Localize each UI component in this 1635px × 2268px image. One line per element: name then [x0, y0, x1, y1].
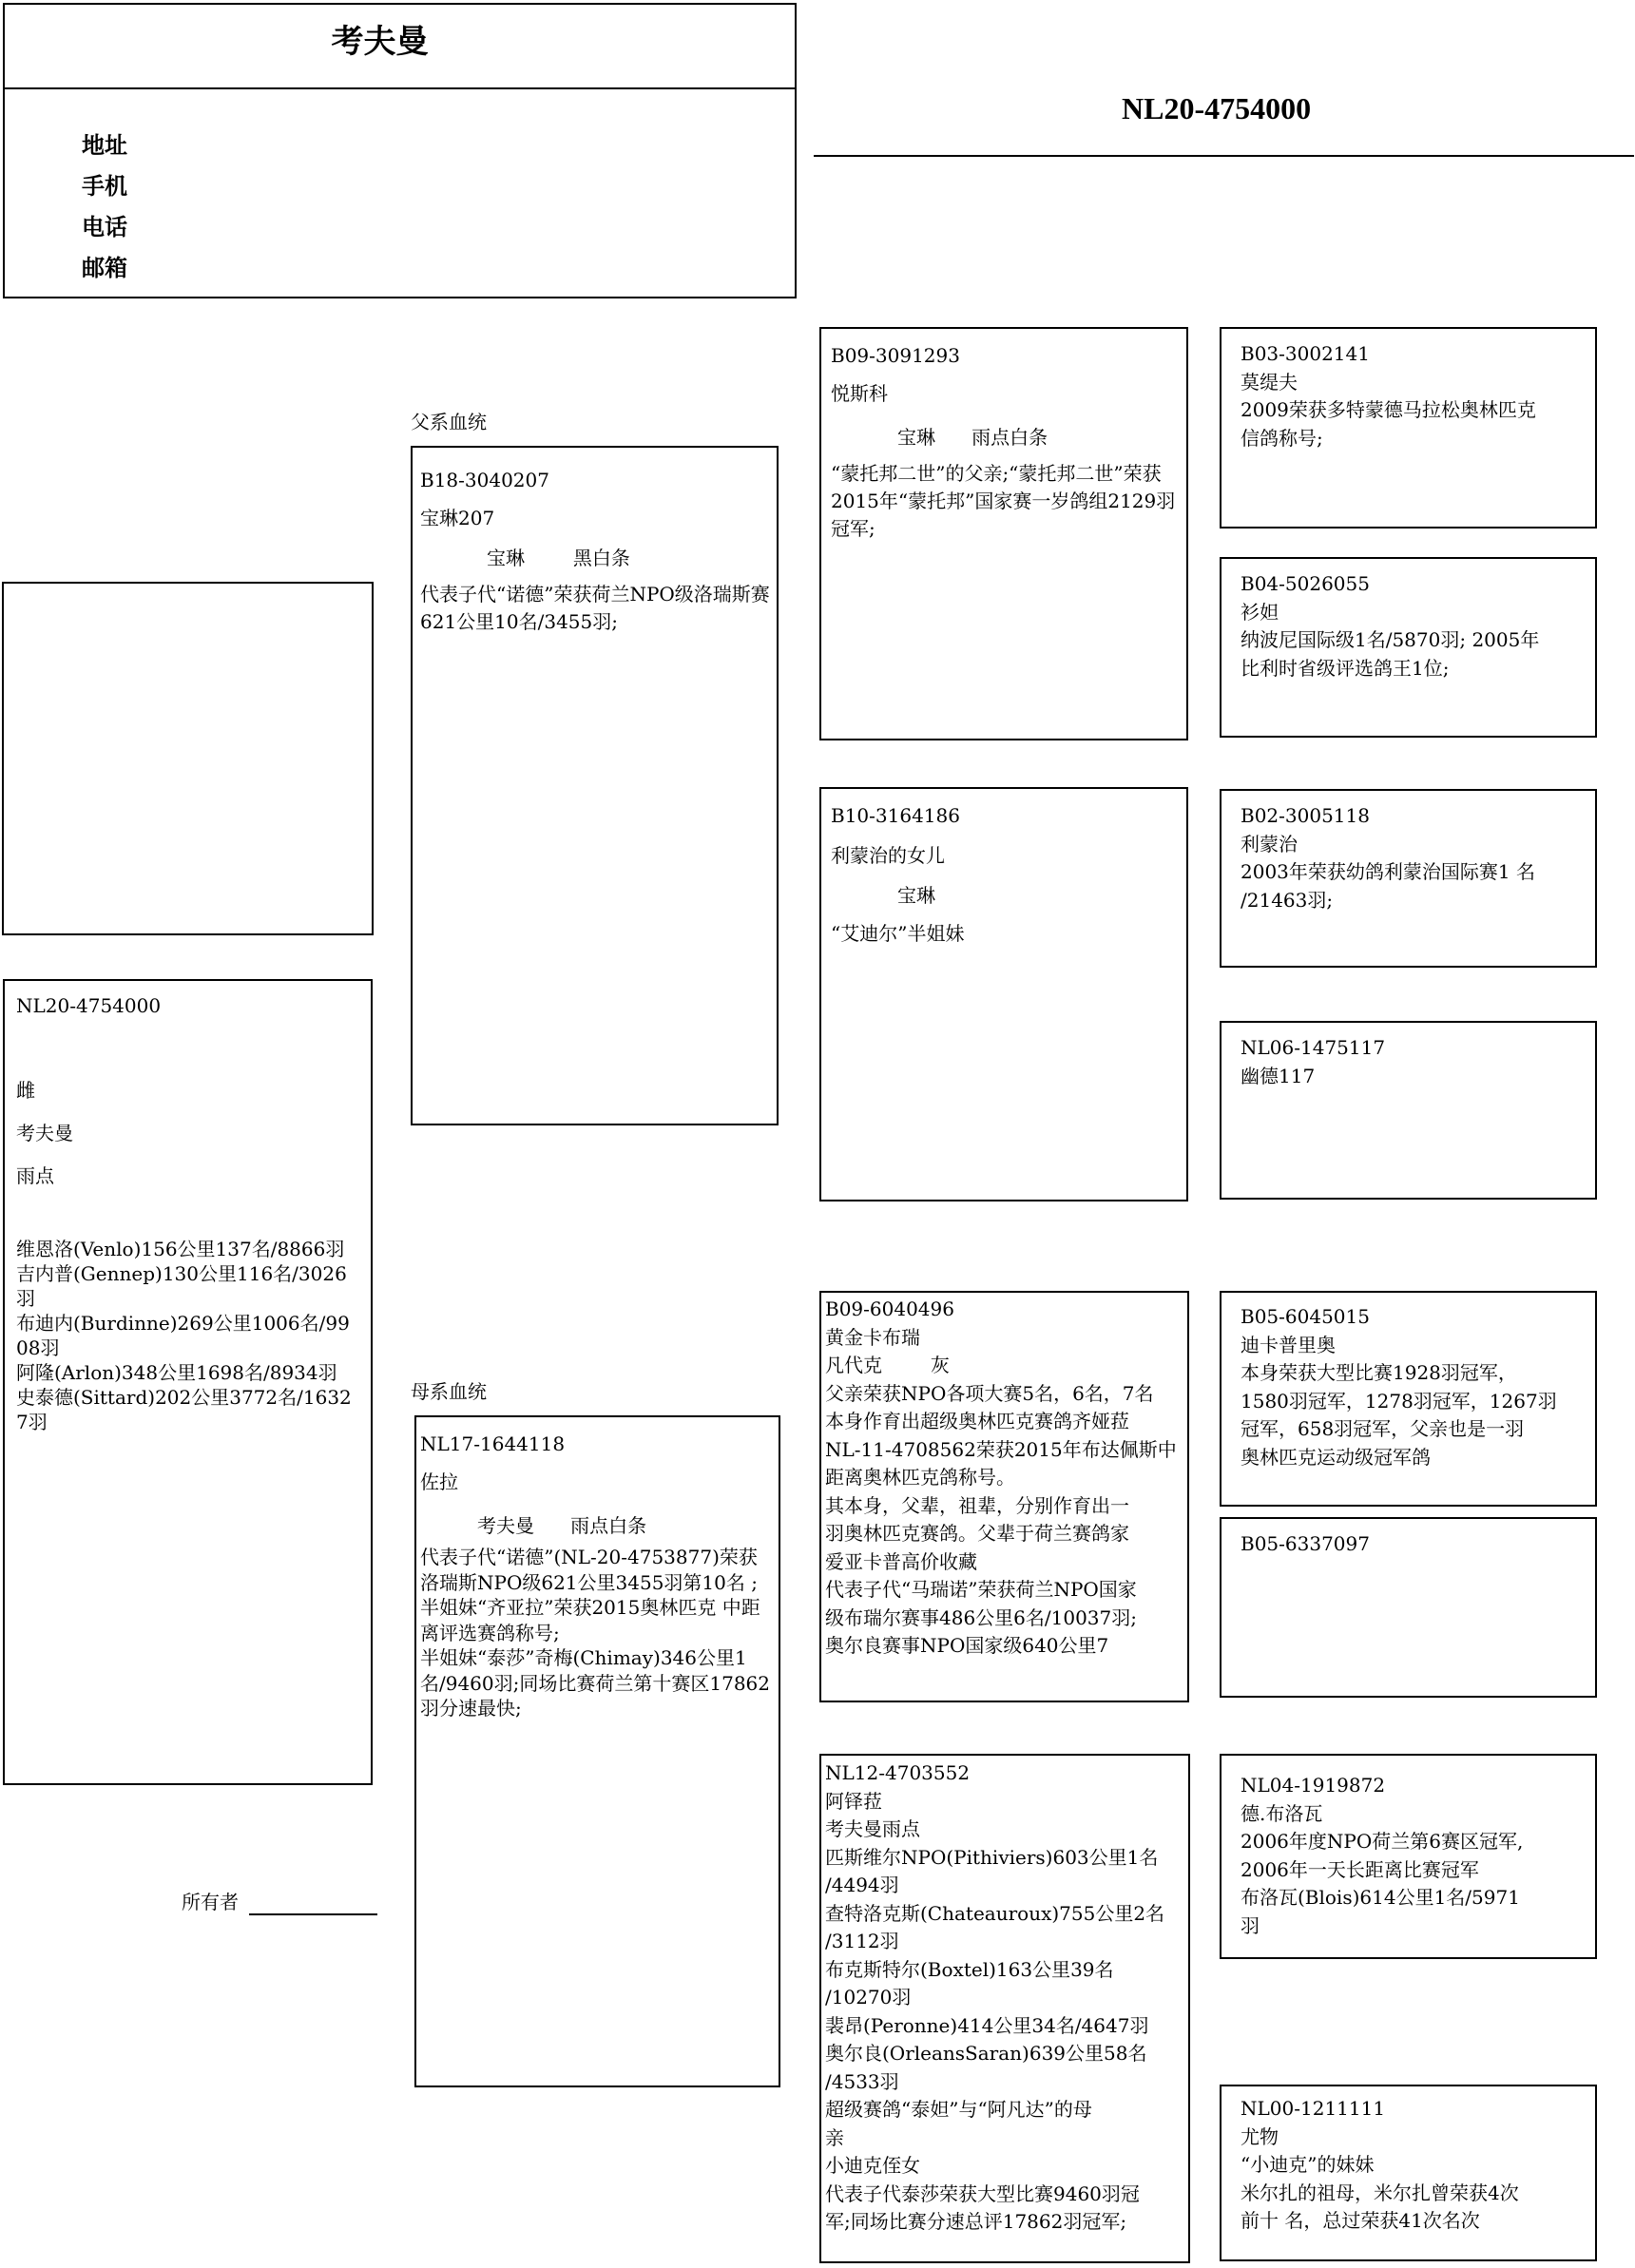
- ggp-note-line: 比利时省级评选鸽王1位;: [1241, 656, 1450, 680]
- sire-ring: B18-3040207: [420, 469, 549, 491]
- dam-dam-note-line: 代表子代泰莎荣获大型比赛9460羽冠: [825, 2182, 1140, 2205]
- owner-name: 考夫曼: [331, 23, 429, 61]
- ggp-note-line: “小迪克”的妹妹: [1241, 2153, 1375, 2176]
- sire-strain-color: 宝琳 黑白条: [487, 547, 630, 569]
- dam-sire-dam-card: [1220, 1517, 1597, 1698]
- dam-dam-note-line: 超级赛鸽“泰妲”与“阿凡达”的母: [825, 2098, 1092, 2121]
- ggp-ring: B02-3005118: [1241, 804, 1370, 827]
- dam-dam-note-line: 小迪克侄女: [825, 2154, 920, 2177]
- dam-dam-ring: NL12-4703552: [825, 1761, 971, 1784]
- subject-card: [3, 979, 373, 1785]
- dam-dam-note-line: /4533羽: [825, 2069, 899, 2093]
- dam-sire-strain-color: 凡代克 灰: [825, 1354, 950, 1376]
- ggp-note-line: 2003年荣获幼鸽利蒙治国际赛1 名: [1241, 860, 1535, 883]
- ggp-note-line: 2006年度NPO荷兰第6赛区冠军,: [1241, 1830, 1524, 1853]
- ggp-note-line: 纳波尼国际级1名/5870羽; 2005年: [1241, 628, 1540, 651]
- ggp-ring: NL04-1919872: [1241, 1774, 1386, 1797]
- ggp-note-line: 米尔扎的祖母，米尔扎曾荣获4次: [1241, 2181, 1519, 2204]
- dam-sire-note-line: 父亲荣获NPO各项大赛5名，6名，7名: [825, 1381, 1154, 1405]
- sire-dam-notes: “艾迪尔”半姐妹: [831, 922, 965, 945]
- dam-sire-sire-card: [1220, 1291, 1597, 1507]
- dam-dam-note-line: 军;同场比赛分速总评17862羽冠军;: [825, 2210, 1127, 2233]
- ggp-ring: NL00-1211111: [1241, 2097, 1386, 2120]
- dam-sire-note-line: 奥尔良赛事NPO国家级640公里7: [825, 1634, 1109, 1657]
- header-divider: [3, 87, 797, 89]
- dam-card: [414, 1415, 780, 2087]
- dam-sire-note-line: NL-11-4708562荣获2015年布达佩斯中: [825, 1437, 1177, 1461]
- dam-dam-note-line: 亲: [825, 2125, 844, 2149]
- dam-dam-dam-card: [1220, 2085, 1597, 2261]
- dam-dam-note-line: /3112羽: [825, 1930, 899, 1952]
- sire-dam-name: 利蒙治的女儿: [831, 844, 945, 867]
- ggp-ring: NL06-1475117: [1241, 1036, 1386, 1059]
- dam-sire-note-line: 爱亚卡普高价收藏: [825, 1549, 977, 1573]
- subject-sex: 雌: [16, 1079, 35, 1102]
- sire-notes: 代表子代“诺德”荣获荷兰NPO级洛瑞斯赛621公里10名/3455羽;: [420, 583, 770, 633]
- phone-label: 电话: [82, 213, 127, 240]
- ggp-note-line: 奥林匹克运动级冠军鸽: [1241, 1445, 1431, 1469]
- ggp-name: 利蒙治: [1241, 832, 1298, 855]
- ggp-note-line: 布洛瓦(Blois)614公里1名/5971: [1241, 1886, 1520, 1909]
- sire-sire-ring: B09-3091293: [831, 344, 960, 367]
- ggp-note-line: /21463羽;: [1241, 888, 1334, 912]
- sire-card: [411, 446, 779, 1125]
- dam-dam-strain-color: 考夫曼雨点: [825, 1817, 920, 1840]
- dam-dam-note-line: 布克斯特尔(Boxtel)163公里39名: [825, 1957, 1114, 1981]
- ggp-ring: B05-6045015: [1241, 1305, 1370, 1328]
- header-ring-number: NL20-4754000: [1122, 91, 1312, 125]
- ggp-name: 德.布洛瓦: [1241, 1801, 1323, 1825]
- sire-sire-notes: “蒙托邦二世”的父亲;“蒙托邦二世”荣获2015年“蒙托邦”国家赛一岁鸽组2129羽冠军;: [831, 462, 1176, 540]
- address-label: 地址: [82, 131, 127, 159]
- dam-sire-note-line: 本身作育出超级奥林匹克赛鸽齐娅菈: [825, 1410, 1129, 1432]
- ggp-note-line: 信鸽称号;: [1241, 426, 1323, 450]
- dam-dam-note-line: /4494羽: [825, 1874, 899, 1896]
- sire-section-label: 父系血统: [411, 411, 487, 433]
- ggp-ring: B04-5026055: [1241, 572, 1370, 595]
- ggp-note-line: 2006年一天长距离比赛冠军: [1241, 1857, 1479, 1881]
- ggp-ring: B05-6337097: [1241, 1532, 1370, 1555]
- sire-sire-dam-card: [1220, 557, 1597, 738]
- ggp-note-line: 本身荣获大型比赛1928羽冠军，: [1241, 1361, 1517, 1384]
- dam-section-label: 母系血统: [411, 1380, 487, 1403]
- subject-results: 维恩洛(Venlo)156公里137名/8866羽 吉内普(Gennep)130公里116名/3026羽 布迪内(Burdinne)269公里1006名/9908羽 阿隆(Arlon)348公里1698名/8934羽 史泰德(Sittard)202公里3772名/16327羽: [16, 1238, 352, 1433]
- dam-sire-note-line: 其本身，父辈，祖辈，分别作育出一: [825, 1493, 1129, 1517]
- subject-color: 雨点: [16, 1164, 54, 1187]
- mobile-label: 手机: [82, 172, 127, 200]
- ggp-note-line: 前十 名，总过荣获41次名次: [1241, 2209, 1480, 2232]
- subject-ring: NL20-4754000: [16, 994, 162, 1017]
- dam-dam-name: 阿铎菈: [825, 1789, 882, 1813]
- ggp-name: 衫妲: [1241, 600, 1279, 624]
- sire-dam-strain: 宝琳: [897, 884, 935, 907]
- dam-sire-note-line: 级布瑞尔赛事486公里6名/10037羽;: [825, 1605, 1137, 1629]
- ggp-note-line: 冠军，658羽冠军，父亲也是一羽: [1241, 1417, 1525, 1440]
- sire-sire-name: 悦斯科: [831, 382, 888, 405]
- ggp-name: 尤物: [1241, 2124, 1279, 2148]
- sire-dam-ring: B10-3164186: [831, 804, 960, 827]
- ggp-name: 莫缇夫: [1241, 370, 1298, 394]
- sire-sire-strain-color: 宝琳 雨点白条: [897, 426, 1048, 449]
- sire-sire-sire-card: [1220, 327, 1597, 529]
- ggp-note-line: 1580羽冠军，1278羽冠军，1267羽: [1241, 1389, 1557, 1413]
- sire-dam-sire-card: [1220, 789, 1597, 968]
- sire-dam-card: [819, 787, 1188, 1201]
- owner-signature-line: [249, 1913, 377, 1915]
- dam-dam-note-line: 奥尔良(OrleansSaran)639公里58名: [825, 2042, 1147, 2065]
- dam-sire-note-line: 羽奥林匹克赛鸽。父辈于荷兰赛鸽家: [825, 1522, 1129, 1545]
- dam-notes: 代表子代“诺德”(NL-20-4753877)荣获洛瑞斯NPO级621公里3455羽第10名 ; 半姐妹“齐亚拉”荣获2015奥林匹克 中距离评选赛鸽称号; 半姐妹“泰莎”奇梅(Chimay)346公里1名/9460羽;同场比赛荷兰第十赛区17862羽分速最快;: [420, 1546, 770, 1720]
- dam-dam-note-line: 匹斯维尔NPO(Pithiviers)603公里1名: [825, 1845, 1159, 1869]
- header-ring-underline: [814, 155, 1634, 157]
- dam-ring: NL17-1644118: [420, 1432, 566, 1455]
- ggp-note-line: 羽: [1241, 1913, 1260, 1937]
- dam-strain-color: 考夫曼 雨点白条: [477, 1514, 647, 1537]
- sire-sire-card: [819, 327, 1188, 740]
- dam-sire-ring: B09-6040496: [825, 1297, 954, 1320]
- dam-dam-note-line: 查特洛克斯(Chateauroux)755公里2名: [825, 1901, 1165, 1925]
- photo-frame: [2, 582, 374, 935]
- dam-dam-note-line: /10270羽: [825, 1986, 912, 2009]
- dam-sire-note-line: 距离奥林匹克鸽称号。: [825, 1466, 1015, 1489]
- sire-name: 宝琳207: [420, 507, 495, 529]
- dam-sire-note-line: 代表子代“马瑞诺”荣获荷兰NPO国家: [825, 1578, 1137, 1601]
- ggp-name: 幽德117: [1241, 1064, 1316, 1087]
- dam-dam-note-line: 裴昂(Peronne)414公里34名/4647羽: [825, 2013, 1149, 2037]
- email-label: 邮箱: [82, 254, 127, 281]
- dam-dam-card: [819, 1754, 1190, 2263]
- dam-sire-name: 黄金卡布瑞: [825, 1325, 920, 1349]
- dam-dam-sire-card: [1220, 1754, 1597, 1959]
- sire-dam-dam-card: [1220, 1021, 1597, 1200]
- subject-name: 考夫曼: [16, 1122, 73, 1144]
- ggp-note-line: 2009荣获多特蒙德马拉松奥林匹克: [1241, 398, 1536, 421]
- ggp-ring: B03-3002141: [1241, 342, 1370, 365]
- dam-name: 佐拉: [420, 1470, 458, 1493]
- dam-sire-card: [819, 1291, 1189, 1702]
- owner-label: 所有者: [182, 1891, 239, 1913]
- ggp-name: 迪卡普里奥: [1241, 1333, 1336, 1356]
